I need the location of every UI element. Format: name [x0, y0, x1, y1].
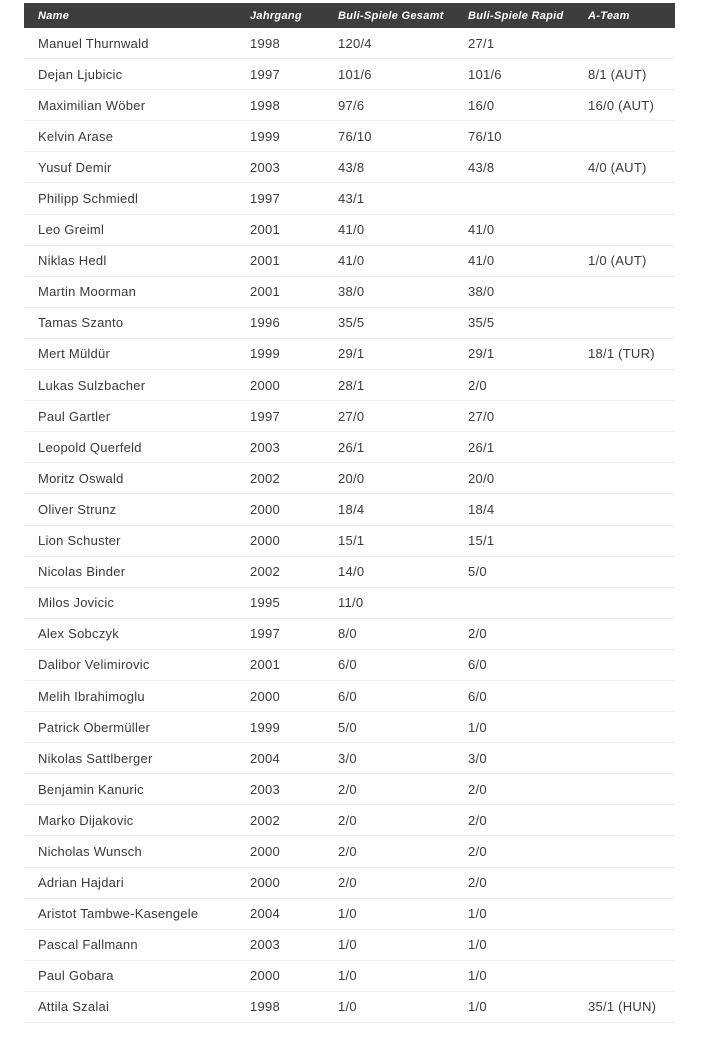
- cell-jahrgang: 2001: [236, 276, 324, 307]
- table-row: [24, 525, 675, 556]
- cell-jahrgang: 2002: [236, 463, 324, 494]
- cell-jahrgang: 2001: [236, 649, 324, 680]
- cell-name: Philipp Schmiedl: [24, 183, 236, 214]
- cell-gesamt: 6/0: [324, 649, 454, 680]
- cell-rapid: 6/0: [454, 680, 574, 711]
- table-body: [24, 28, 675, 1023]
- table-row: [24, 214, 675, 245]
- cell-ateam: [574, 805, 675, 836]
- cell-jahrgang: 2003: [236, 432, 324, 463]
- cell-ateam: [574, 898, 675, 929]
- cell-jahrgang: 1995: [236, 587, 324, 618]
- cell-rapid: [454, 587, 574, 618]
- table-row: [24, 805, 675, 836]
- cell-rapid: 29/1: [454, 338, 574, 369]
- table-row: [24, 991, 675, 1022]
- cell-name: Martin Moorman: [24, 276, 236, 307]
- cell-name: Yusuf Demir: [24, 152, 236, 183]
- table-row: [24, 649, 675, 680]
- cell-ateam: [574, 929, 675, 960]
- column-header-gesamt: Buli-Spiele Gesamt: [324, 3, 454, 28]
- cell-name: Patrick Obermüller: [24, 712, 236, 743]
- cell-name: Benjamin Kanuric: [24, 774, 236, 805]
- cell-name: Manuel Thurnwald: [24, 28, 236, 59]
- cell-name: Alex Sobczyk: [24, 618, 236, 649]
- table-row: [24, 90, 675, 121]
- cell-name: Mert Müldür: [24, 338, 236, 369]
- cell-rapid: 6/0: [454, 649, 574, 680]
- cell-gesamt: 43/8: [324, 152, 454, 183]
- table-row: [24, 587, 675, 618]
- cell-rapid: 1/0: [454, 929, 574, 960]
- table-row: [24, 432, 675, 463]
- cell-name: Paul Gobara: [24, 960, 236, 991]
- cell-name: Lukas Sulzbacher: [24, 370, 236, 401]
- cell-ateam: 1/0 (AUT): [574, 245, 675, 276]
- table-row: [24, 121, 675, 152]
- cell-jahrgang: 2001: [236, 214, 324, 245]
- cell-ateam: [574, 276, 675, 307]
- cell-rapid: 2/0: [454, 836, 574, 867]
- cell-gesamt: 3/0: [324, 743, 454, 774]
- cell-rapid: 26/1: [454, 432, 574, 463]
- table-row: [24, 307, 675, 338]
- cell-jahrgang: 2000: [236, 370, 324, 401]
- cell-ateam: [574, 28, 675, 59]
- cell-name: Milos Jovicic: [24, 587, 236, 618]
- cell-gesamt: 5/0: [324, 712, 454, 743]
- cell-jahrgang: 2003: [236, 152, 324, 183]
- cell-ateam: [574, 525, 675, 556]
- cell-name: Attila Szalai: [24, 991, 236, 1022]
- cell-jahrgang: 2004: [236, 898, 324, 929]
- cell-rapid: 1/0: [454, 960, 574, 991]
- cell-jahrgang: 1998: [236, 90, 324, 121]
- cell-jahrgang: 1996: [236, 307, 324, 338]
- cell-ateam: [574, 214, 675, 245]
- cell-jahrgang: 1997: [236, 59, 324, 90]
- cell-gesamt: 14/0: [324, 556, 454, 587]
- cell-ateam: [574, 307, 675, 338]
- cell-jahrgang: 2000: [236, 836, 324, 867]
- table-row: [24, 712, 675, 743]
- cell-ateam: 8/1 (AUT): [574, 59, 675, 90]
- cell-ateam: [574, 401, 675, 432]
- cell-jahrgang: 2000: [236, 960, 324, 991]
- cell-gesamt: 2/0: [324, 836, 454, 867]
- cell-ateam: 18/1 (TUR): [574, 338, 675, 369]
- cell-rapid: 43/8: [454, 152, 574, 183]
- cell-name: Paul Gartler: [24, 401, 236, 432]
- cell-rapid: 27/1: [454, 28, 574, 59]
- cell-gesamt: 15/1: [324, 525, 454, 556]
- cell-jahrgang: 1997: [236, 401, 324, 432]
- players-table-container: [24, 3, 720, 1023]
- cell-gesamt: 18/4: [324, 494, 454, 525]
- column-header-ateam: A-Team: [574, 3, 675, 28]
- cell-jahrgang: 1999: [236, 712, 324, 743]
- cell-gesamt: 1/0: [324, 898, 454, 929]
- cell-name: Dejan Ljubicic: [24, 59, 236, 90]
- cell-jahrgang: 2000: [236, 494, 324, 525]
- cell-gesamt: 1/0: [324, 991, 454, 1022]
- cell-ateam: [574, 556, 675, 587]
- cell-name: Dalibor Velimirovic: [24, 649, 236, 680]
- cell-gesamt: 38/0: [324, 276, 454, 307]
- table-row: [24, 680, 675, 711]
- players-table: [24, 3, 675, 1023]
- cell-rapid: 18/4: [454, 494, 574, 525]
- cell-rapid: 38/0: [454, 276, 574, 307]
- table-row: [24, 245, 675, 276]
- cell-ateam: [574, 649, 675, 680]
- cell-ateam: 4/0 (AUT): [574, 152, 675, 183]
- table-row: [24, 59, 675, 90]
- column-header-jahrgang: Jahrgang: [236, 3, 324, 28]
- cell-rapid: 20/0: [454, 463, 574, 494]
- cell-ateam: [574, 432, 675, 463]
- table-row: [24, 929, 675, 960]
- cell-rapid: 2/0: [454, 618, 574, 649]
- cell-jahrgang: 1997: [236, 618, 324, 649]
- cell-ateam: [574, 463, 675, 494]
- cell-name: Melih Ibrahimoglu: [24, 680, 236, 711]
- table-row: [24, 401, 675, 432]
- cell-gesamt: 26/1: [324, 432, 454, 463]
- cell-ateam: [574, 836, 675, 867]
- cell-name: Nicholas Wunsch: [24, 836, 236, 867]
- cell-gesamt: 1/0: [324, 929, 454, 960]
- cell-name: Leo Greiml: [24, 214, 236, 245]
- cell-gesamt: 27/0: [324, 401, 454, 432]
- cell-ateam: [574, 680, 675, 711]
- cell-gesamt: 43/1: [324, 183, 454, 214]
- cell-rapid: 27/0: [454, 401, 574, 432]
- table-row: [24, 774, 675, 805]
- table-row: [24, 556, 675, 587]
- cell-gesamt: 2/0: [324, 805, 454, 836]
- cell-ateam: [574, 712, 675, 743]
- cell-rapid: 2/0: [454, 774, 574, 805]
- cell-name: Nikolas Sattlberger: [24, 743, 236, 774]
- cell-rapid: 41/0: [454, 245, 574, 276]
- table-row: [24, 370, 675, 401]
- cell-gesamt: 29/1: [324, 338, 454, 369]
- table-row: [24, 960, 675, 991]
- cell-rapid: 1/0: [454, 898, 574, 929]
- cell-rapid: 16/0: [454, 90, 574, 121]
- cell-name: Marko Dijakovic: [24, 805, 236, 836]
- cell-name: Lion Schuster: [24, 525, 236, 556]
- table-row: [24, 338, 675, 369]
- cell-gesamt: 11/0: [324, 587, 454, 618]
- cell-gesamt: 28/1: [324, 370, 454, 401]
- cell-jahrgang: 2000: [236, 680, 324, 711]
- table-row: [24, 183, 675, 214]
- cell-rapid: 1/0: [454, 991, 574, 1022]
- table-row: [24, 494, 675, 525]
- cell-ateam: [574, 867, 675, 898]
- cell-rapid: 76/10: [454, 121, 574, 152]
- cell-ateam: [574, 743, 675, 774]
- cell-name: Kelvin Arase: [24, 121, 236, 152]
- cell-name: Moritz Oswald: [24, 463, 236, 494]
- cell-jahrgang: 2002: [236, 805, 324, 836]
- cell-jahrgang: 1999: [236, 121, 324, 152]
- cell-jahrgang: 1998: [236, 991, 324, 1022]
- cell-gesamt: 41/0: [324, 245, 454, 276]
- column-header-name: Name: [24, 3, 236, 28]
- cell-rapid: 2/0: [454, 805, 574, 836]
- cell-name: Tamas Szanto: [24, 307, 236, 338]
- cell-jahrgang: 2002: [236, 556, 324, 587]
- header-row: [24, 3, 675, 28]
- cell-ateam: [574, 587, 675, 618]
- cell-rapid: [454, 183, 574, 214]
- cell-gesamt: 101/6: [324, 59, 454, 90]
- table-row: [24, 276, 675, 307]
- cell-jahrgang: 2003: [236, 929, 324, 960]
- table-row: [24, 152, 675, 183]
- cell-name: Maximilian Wöber: [24, 90, 236, 121]
- cell-jahrgang: 2003: [236, 774, 324, 805]
- table-row: [24, 898, 675, 929]
- cell-rapid: 2/0: [454, 867, 574, 898]
- cell-ateam: [574, 494, 675, 525]
- cell-ateam: 16/0 (AUT): [574, 90, 675, 121]
- cell-ateam: [574, 121, 675, 152]
- cell-rapid: 3/0: [454, 743, 574, 774]
- table-row: [24, 743, 675, 774]
- cell-ateam: [574, 183, 675, 214]
- cell-gesamt: 20/0: [324, 463, 454, 494]
- cell-rapid: 41/0: [454, 214, 574, 245]
- cell-gesamt: 41/0: [324, 214, 454, 245]
- cell-gesamt: 8/0: [324, 618, 454, 649]
- table-row: [24, 463, 675, 494]
- cell-ateam: [574, 960, 675, 991]
- cell-gesamt: 35/5: [324, 307, 454, 338]
- cell-rapid: 35/5: [454, 307, 574, 338]
- cell-name: Leopold Querfeld: [24, 432, 236, 463]
- table-row: [24, 867, 675, 898]
- cell-jahrgang: 2001: [236, 245, 324, 276]
- cell-jahrgang: 2000: [236, 867, 324, 898]
- cell-name: Aristot Tambwe-Kasengele: [24, 898, 236, 929]
- table-header: [24, 3, 675, 28]
- cell-name: Niklas Hedl: [24, 245, 236, 276]
- cell-gesamt: 2/0: [324, 774, 454, 805]
- cell-gesamt: 97/6: [324, 90, 454, 121]
- cell-gesamt: 76/10: [324, 121, 454, 152]
- cell-ateam: [574, 618, 675, 649]
- cell-rapid: 101/6: [454, 59, 574, 90]
- table-row: [24, 28, 675, 59]
- cell-rapid: 15/1: [454, 525, 574, 556]
- cell-gesamt: 1/0: [324, 960, 454, 991]
- cell-jahrgang: 2004: [236, 743, 324, 774]
- cell-jahrgang: 2000: [236, 525, 324, 556]
- cell-gesamt: 2/0: [324, 867, 454, 898]
- cell-rapid: 2/0: [454, 370, 574, 401]
- cell-ateam: 35/1 (HUN): [574, 991, 675, 1022]
- column-header-rapid: Buli-Spiele Rapid: [454, 3, 574, 28]
- cell-jahrgang: 1997: [236, 183, 324, 214]
- cell-jahrgang: 1999: [236, 338, 324, 369]
- cell-rapid: 1/0: [454, 712, 574, 743]
- table-row: [24, 836, 675, 867]
- cell-gesamt: 6/0: [324, 680, 454, 711]
- table-row: [24, 618, 675, 649]
- cell-name: Adrian Hajdari: [24, 867, 236, 898]
- cell-name: Pascal Fallmann: [24, 929, 236, 960]
- cell-gesamt: 120/4: [324, 28, 454, 59]
- cell-name: Nicolas Binder: [24, 556, 236, 587]
- cell-jahrgang: 1998: [236, 28, 324, 59]
- cell-name: Oliver Strunz: [24, 494, 236, 525]
- cell-rapid: 5/0: [454, 556, 574, 587]
- cell-ateam: [574, 774, 675, 805]
- cell-ateam: [574, 370, 675, 401]
